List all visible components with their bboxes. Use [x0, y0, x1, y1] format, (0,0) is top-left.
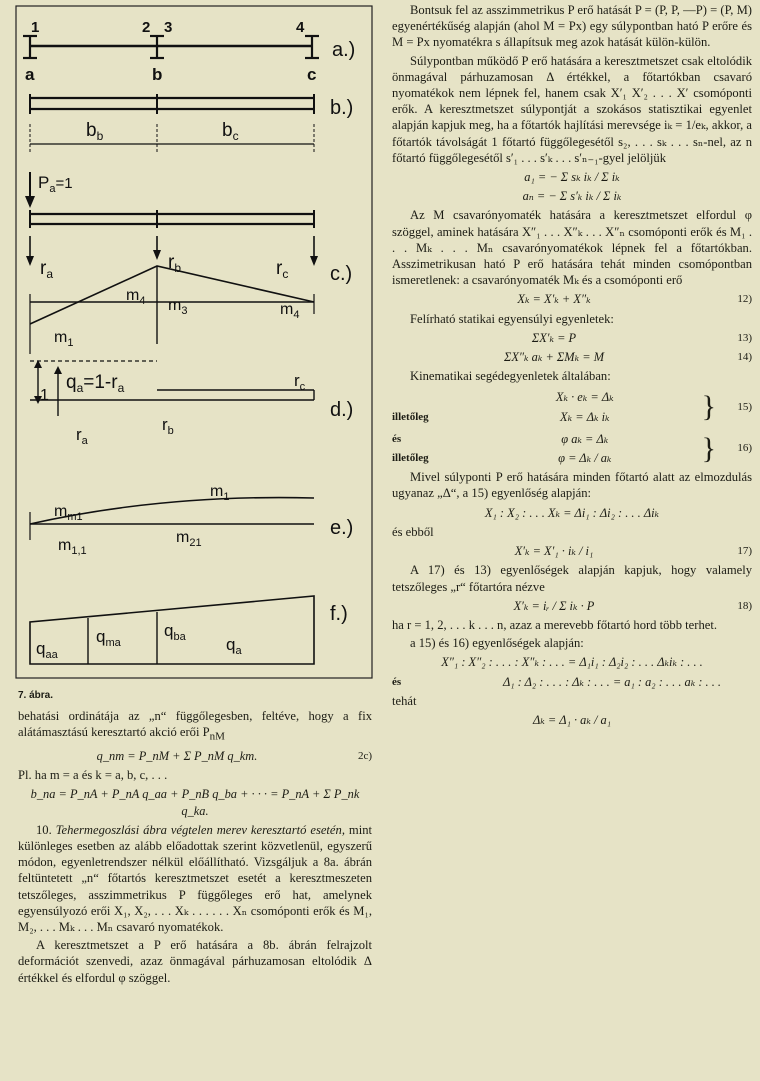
node-label-4: 4 [296, 19, 305, 36]
support-label-b: b [152, 65, 163, 84]
equation-ratio-3: és Δ₁ : Δ₂ : . . . : Δₖ : . . . = a₁ : a₂ : . . . aₖ : . . . [392, 674, 722, 689]
d-one: 1 [40, 387, 49, 404]
equation-13: ΣX′ₖ = P 13) [531, 330, 752, 345]
dim-bb: $b_b$ [86, 120, 104, 143]
figure-caption: 7. ábra. [18, 690, 54, 701]
reaction-rb: $r_b$ [168, 252, 182, 275]
load-Pa: $P_a=1$ [38, 173, 73, 195]
row-label-b: b.) [330, 97, 354, 119]
d-ra: $r_a$ [76, 425, 88, 447]
support-label-a: a [25, 65, 35, 84]
right-para-3: Az M csavarónyomaték hatására a keresztmetszet elfordul φ szöggel, aminek hatására X″₁ . . . X″ₖ . . . X″ₙ csomóponti erők és M₁ . . . Mₖ . . . Mₙ csavarónyomatékok lépnek fel a főtartókban. Asszimetrikusan ható P erő hatására tehát minden csomópontban ismeretlenek: a csavarónyomaték Mₖ és a csomóponti erő [392, 208, 752, 288]
equation-14: ΣX″ₖ aₖ + ΣMₖ = M 14) [503, 350, 752, 365]
equation-15: Xₖ · eₖ = Δₖ illetőleg Xₖ = Δₖ iₖ } 15) [392, 390, 752, 424]
dim-bc: $b_c$ [222, 120, 239, 143]
equation-12: Xₖ = X′ₖ + X″ₖ 12) [517, 292, 752, 307]
row-label-d: d.) [330, 399, 354, 421]
right-para-1: Bontsuk fel az asszimmetrikus P erő hatását P = (P, P, —P) = (P, M) egyenértékűség alapján (ahol M = Px) egy súlypontban ható P erőre és M = Px nyomatékra s állapítsuk meg azok hatását külön-külön. [392, 3, 752, 50]
moment-m1: $m_1$ [54, 329, 74, 349]
left-para-10: 10. Tehermegoszlási ábra végtelen merev keresztartó esetén, mint különleges esetben az alább előadottak szerint közvetlenül, egyszerű módon, egyenletrendszer nélkül előállítható. Vizsgáljuk a 8a. ábrán feltüntetett „n“ főtartós keresztmetszet esetét a keresztmeszeten tetszőleges, asszimmetrikus P függőleges erő hat, amelynek egyensúlyozó erői X₁, X₂, . . . Xₖ . . . . . . Xₙ csomóponti erők és M₁, M₂, . . . Mₖ . . . Mₙ csavaró nyomatékok. [18, 822, 372, 934]
figure-7 [14, 4, 374, 680]
equation-bna: b_na = P_nA + P_nA q_aa + P_nB q_ba + · · · = P_nA + Σ P_nk q_ka. [30, 787, 360, 818]
row-label-a: a.) [332, 39, 356, 61]
node-label-2: 2 [142, 19, 151, 36]
left-example: Pl. ha m = a és k = a, b, c, . . . [18, 768, 168, 783]
equation-16: és φ aₖ = Δₖ illetőleg φ = Δₖ / aₖ } 16) [392, 431, 752, 466]
moment-m3: $m_3$ [168, 297, 188, 317]
d-rb: $r_b$ [162, 415, 174, 437]
right-column [392, 2, 752, 731]
right-para-2: Súlypontban működő P erő hatására a keresztmetszet csak eltolódik önmagával párhuzamosan Δ értékkel, a főtartókban csavaró nyomatékok nem lépnek fel, hanem csak X′₁ X′₂ . . . X′ csomóponti erők. A keresztmetszet súlypontját a szokásos statisztikai egyenlet alapján kapjuk meg, ha a főtartók hajlítási merevsége iₖ = 1/eₖ, akkor, a főtartók távolságát 1 főtartó függőlegesétől s₂, . . . sₖ . . . sₙ-nel, az n főtartó függőlegesétől s′₁ . . . s′ₖ . . . s′ₙ₋₁-gyel jelöljük [392, 53, 752, 165]
row-label-f: f.) [330, 603, 348, 625]
right-para-7: és ebből [392, 524, 434, 539]
equation-18: X′ₖ = iᵣ / Σ iₖ · P 18) [513, 598, 752, 613]
moment-line [30, 266, 314, 324]
f-qma: $q_{ma}$ [96, 627, 121, 649]
reaction-ra: $r_a$ [40, 258, 54, 281]
node-label-1: 1 [31, 19, 40, 36]
equation-17: X′ₖ = X′₁ · iₖ / i₁ 17) [514, 544, 752, 559]
reaction-rc: $r_c$ [276, 258, 289, 281]
d-qa: $q_a=1-r_a$ [66, 372, 125, 395]
node-label-3: 3 [164, 19, 173, 36]
right-para-6: Mivel súlyponti P erő hatására minden főtartó alatt az elmozdulás ugyanaz „Δ“, a 15) egyenlőség alapján: [392, 470, 752, 501]
right-para-11: tehát [392, 693, 417, 708]
left-para-11: A keresztmetszet a P erő hatására a 8b. ábrán felrajzolt deformációt szenvedi, azaz önmagával párhuzamosan eltolódik Δ értékkel és elfordul φ szöggel. [18, 938, 372, 985]
d-rc: $r_c$ [294, 371, 306, 393]
row-label-c: c.) [330, 263, 353, 285]
equation-a1: a₁ = − Σ sₖ iₖ / Σ iₖ [524, 170, 620, 185]
right-para-9: ha r = 1, 2, . . . k . . . n, azaz a merevebb főtartó hord több terhet. [392, 617, 717, 632]
equation-2c: q_nm = P_nM + Σ P_nM q_km. 2c) [96, 748, 372, 763]
f-qa: $q_a$ [226, 635, 242, 657]
left-para-1: behatási ordinátája az „n“ függőlegesben, feltéve, hogy a fix alátámasztású keresztartó akció erői $P_{nM}$ [18, 709, 372, 743]
right-para-8: A 17) és 13) egyenlőségek alapján kapjuk, hogy valamely tetszőleges „r“ főtartóra nézve [392, 563, 752, 594]
right-para-5: Kinematikai segédegyenletek általában: [410, 369, 611, 384]
f-qba: $q_{ba}$ [164, 621, 186, 643]
moment-m4-right: $m_4$ [280, 301, 300, 321]
e-m1: $m_1$ [210, 483, 230, 503]
right-para-10: a 15) és 16) egyenlőségek alapján: [410, 636, 584, 651]
left-column [18, 708, 372, 988]
f-qaa: $q_{aa}$ [36, 639, 58, 661]
row-label-e: e.) [330, 517, 354, 539]
e-m11: $m_{1,1}$ [58, 537, 87, 557]
moment-m4-left: $m_4$ [126, 287, 146, 307]
e-mm1: $m_{m1}$ [54, 503, 83, 523]
right-para-4: Felírható statikai egyensúlyi egyenletek: [410, 311, 614, 326]
e-m21: $m_{21}$ [176, 529, 202, 549]
equation-ratio: X₁ : X₂ : . . . Xₖ = Δi₁ : Δi₂ : . . . Δiₖ [484, 505, 660, 520]
equation-ratio-2: X″₁ : X″₂ : . . . : X″ₖ : . . . = Δ₁i₁ : Δ₂i₂ : . . . Δₖiₖ : . . . [441, 655, 703, 670]
equation-last: Δₖ = Δ₁ · aₖ / a₁ [532, 712, 612, 727]
equation-an: aₙ = − Σ s′ₖ iₖ / Σ iₖ [522, 189, 622, 204]
support-label-c: c [307, 65, 317, 84]
figure-7-drawing [14, 4, 374, 680]
